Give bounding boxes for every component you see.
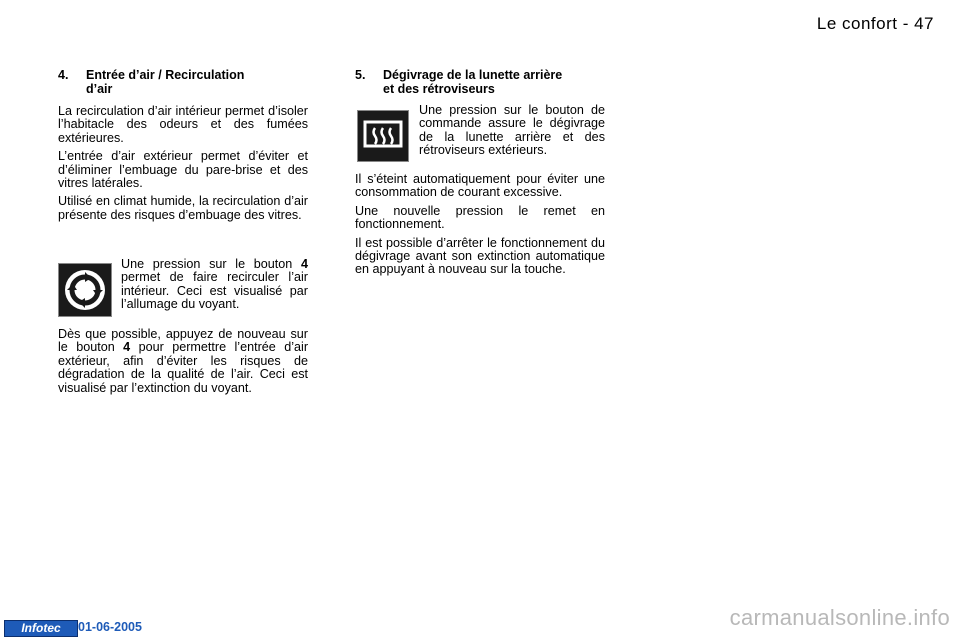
infotec-logo: Infotec <box>4 620 78 637</box>
asap-text <box>58 328 308 400</box>
watermark: carmanualsonline.info <box>729 605 950 630</box>
recirculation-icon <box>63 268 107 312</box>
paragraph-press-recirculate: Une pression sur le bouton 4 permet de faire recirculer l’air intérieur. Ceci est visualisé par l’allumage du voyant. <box>121 257 308 312</box>
section-title-line2: et des rétroviseurs <box>383 82 495 96</box>
section-title-line1: Entrée d’air / Recirculation <box>86 68 245 82</box>
section-title <box>355 68 605 96</box>
section-number: 5. <box>355 68 366 82</box>
section-title-line2: d’air <box>86 82 113 96</box>
paragraph-auto-off: Il s’éteint automatiquement pour éviter une consommation de courant excessive. <box>355 172 605 200</box>
section-rear-defrost <box>355 68 605 96</box>
press-button-4-text <box>121 258 308 317</box>
paragraph-press-again: Dès que possible, appuyez de nouveau sur le bouton 4 pour permettre l’entrée d’air extérieur, afin d’éviter les risques de dégradation de la qualité de l’air. Ceci est visualisé par l’extinction du voyant. <box>58 327 309 395</box>
rear-defrost-press-text <box>419 104 605 163</box>
footer-date: 01-06-2005 <box>78 620 142 634</box>
recirculation-button-icon <box>58 263 112 317</box>
section-number: 4. <box>58 68 69 82</box>
rear-defrost-icon <box>363 119 403 153</box>
paragraph-humid-climate: Utilisé en climat humide, la recirculation d’air présente des risques d’embuage des vitres. <box>58 194 308 222</box>
paragraph-reactivate: Une nouvelle pression le remet en fonctionnement. <box>355 203 605 232</box>
paragraph-outside-air: L’entrée d’air extérieur permet d’éviter et d’éliminer l’embuage du pare-brise et des vitres latérales. <box>58 149 308 191</box>
page-title: Le confort - 47 <box>816 14 934 33</box>
paragraph-press-defrost: Une pression sur le bouton de commande assure le dégivrage de la lunette arrière et des rétroviseurs extérieurs. <box>419 103 605 158</box>
section-air-recirculation <box>58 68 308 227</box>
paragraph-recirculation: La recirculation d’air intérieur permet d’isoler l’habitacle des odeurs et des fumées extérieures. <box>58 104 308 145</box>
rear-defrost-details <box>355 173 605 282</box>
paragraph-manual-stop: Il est possible d’arrêter le fonctionnement du dégivrage avant son extinction automatique en appuyant à nouveau sur la touche. <box>355 235 605 277</box>
section-title <box>58 68 308 96</box>
section-title-line1: Dégivrage de la lunette arrière <box>383 68 563 82</box>
rear-defrost-button-icon <box>357 110 409 162</box>
